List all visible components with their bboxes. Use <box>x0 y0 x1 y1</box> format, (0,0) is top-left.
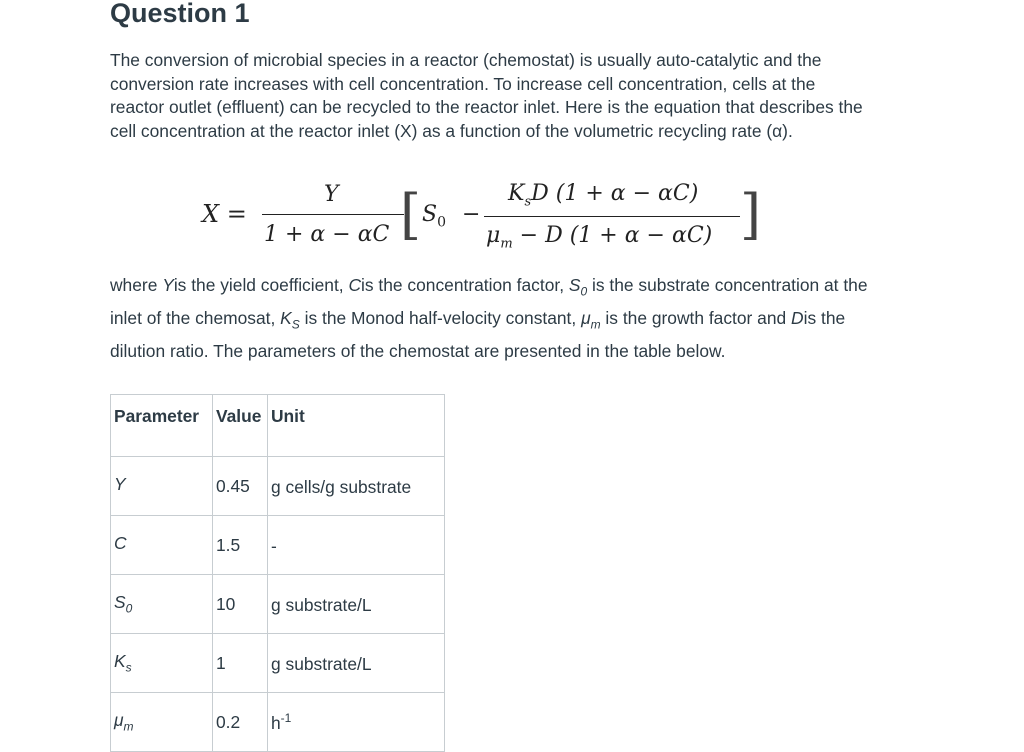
cell-value: 10 <box>213 575 268 634</box>
cell-parameter: C <box>111 516 213 575</box>
cell-value: 1 <box>213 634 268 693</box>
question-title: Question 1 <box>110 0 250 28</box>
cell-value: 1.5 <box>213 516 268 575</box>
cell-unit: g substrate/L <box>268 634 445 693</box>
eq-right-bracket: ] <box>740 183 762 246</box>
header-unit: Unit <box>268 395 445 457</box>
eq-lhs: X = <box>202 200 247 228</box>
cell-parameter: $K_s$ <box>111 634 213 693</box>
table-row <box>111 516 445 575</box>
cell-parameter: $S_0$ <box>111 575 213 634</box>
cell-unit: - <box>268 516 445 575</box>
cell-value: 0.45 <box>213 457 268 516</box>
table-header-row <box>111 395 445 457</box>
eq-frac2-numerator: $K_sD$ (1 + α − αC) <box>508 181 699 210</box>
equation <box>200 178 770 254</box>
eq-frac1-numerator: Y <box>324 182 339 207</box>
parameters-table <box>110 394 445 752</box>
description-paragraph: where Yis the yield coefficient, Cis the concentration factor, $S_0$ is the substrate concentration at the inlet of the chemosat, $K_S$ is the Monod half-velocity constant, $\mu_m$ is the growth factor and Dis the dilution ratio. The parameters of the chemostat are presented in the table below. <box>110 275 868 361</box>
table-row <box>111 693 445 752</box>
cell-unit: $h^{-1}$ <box>268 693 445 752</box>
cell-value: 0.2 <box>213 693 268 752</box>
eq-frac2-bar <box>484 216 740 217</box>
cell-unit: g cells/g substrate <box>268 457 445 516</box>
cell-unit: g substrate/L <box>268 575 445 634</box>
eq-frac1-bar <box>262 214 404 215</box>
table-row <box>111 457 445 516</box>
header-parameter: Parameter <box>111 395 213 457</box>
eq-frac2-denominator: $\mu_m - D$ (1 + α − αC) <box>486 223 713 252</box>
eq-s0: $S_0$ <box>422 202 446 231</box>
cell-parameter: $\mu_m$ <box>111 693 213 752</box>
eq-minus: − <box>462 202 481 227</box>
table-row <box>111 575 445 634</box>
intro-paragraph: The conversion of microbial species in a reactor (chemostat) is usually auto-catalytic and the conversion rate increases with cell concentration. To increase cell concentration, cells at the reactor outlet (effluent) can be recycled to the reactor inlet. Here is the equation that describes the cell concentration at the reactor inlet (X) as a function of the volumetric recycling rate (α). <box>110 50 863 141</box>
eq-frac1-denominator: 1 + α − αC <box>264 222 390 247</box>
eq-left-bracket: [ <box>400 183 422 246</box>
header-value: Value <box>213 395 268 457</box>
cell-parameter: Y <box>111 457 213 516</box>
table-row <box>111 634 445 693</box>
